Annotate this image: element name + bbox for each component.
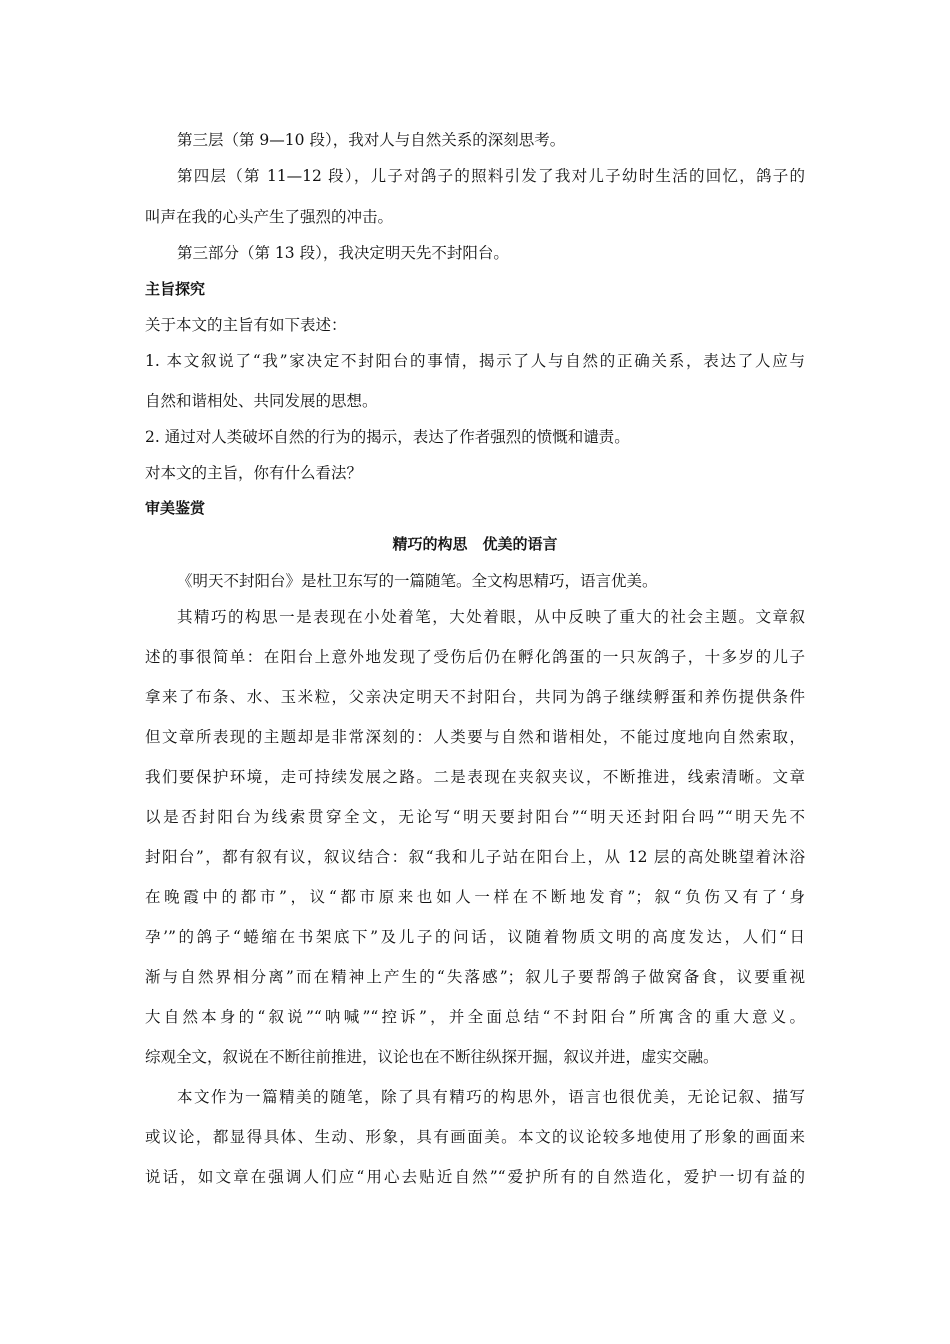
- text-line: 《明天不封阳台》是杜卫东写的一篇随笔。全文构思精巧，语言优美。: [177, 572, 658, 590]
- text-line: 渐与自然界相分离”而在精神上产生的“失落感”；叙儿子要帮鸽子做窝备食，议要重视: [145, 968, 805, 986]
- text-line: 关于本文的主旨有如下表述：: [145, 316, 347, 334]
- text-line: 但文章所表现的主题却是非常深刻的：人类要与自然和谐相处，不能过度地向自然索取，: [145, 728, 805, 746]
- text-line: 我们要保护环境，走可持续发展之路。二是表现在夹叙夹议，不断推进，线索清晰。文章: [145, 768, 805, 786]
- text-line: 对本文的主旨，你有什么看法？: [145, 464, 363, 482]
- text-line: 自然和谐相处、共同发展的思想。: [145, 392, 378, 410]
- text-line: 大自然本身的“叙说”“呐喊”“控诉”，并全面总结“不封阳台”所寓含的重大意义。: [145, 1008, 805, 1026]
- text-line: 其精巧的构思一是表现在小处着笔，大处着眼，从中反映了重大的社会主题。文章叙: [177, 608, 805, 626]
- section-heading-theme: 主旨探究: [145, 280, 206, 298]
- text-line: 或议论，都显得具体、生动、形象，具有画面美。本文的议论较多地使用了形象的画面来: [145, 1128, 805, 1146]
- text-line: 第四层（第 11—12 段），儿子对鸽子的照料引发了我对儿子幼时生活的回忆，鸽子的: [177, 167, 805, 185]
- text-line: 本文作为一篇精美的随笔，除了具有精巧的构思外，语言也很优美，无论记叙、描写: [177, 1088, 805, 1106]
- text-line: 拿来了布条、水、玉米粒，父亲决定明天不封阳台，共同为鸽子继续孵蛋和养伤提供条件: [145, 688, 805, 706]
- text-line: 孕’”的鸽子“蜷缩在书架底下”及儿子的问话，议随着物质文明的高度发达，人们“日: [145, 928, 805, 946]
- text-line: 第三部分（第 13 段），我决定明天先不封阳台。: [177, 244, 509, 262]
- text-line: 以是否封阳台为线索贯穿全文，无论写“明天要封阳台”“明天还封阳台吗”“明天先不: [145, 808, 805, 826]
- text-line: 说话，如文章在强调人们应“用心去贴近自然”“爱护所有的自然造化，爱护一切有益的: [145, 1168, 805, 1186]
- text-line: 叫声在我的心头产生了强烈的冲击。: [145, 208, 394, 226]
- text-line: 在晚霞中的都市”，议“都市原来也如人一样在不断地发育”；叙“负伤又有了‘身: [145, 888, 805, 906]
- text-line: 封阳台”，都有叙有议，叙议结合：叙“我和儿子站在阳台上，从 12 层的高处眺望着沐浴: [145, 848, 805, 866]
- text-line: 述的事很简单：在阳台上意外地发现了受伤后仍在孵化鸽蛋的一只灰鸽子，十多岁的儿子: [145, 648, 805, 666]
- article-title: 精巧的构思 优美的语言: [392, 535, 558, 553]
- text-line: 2. 通过对人类破坏自然的行为的揭示，表达了作者强烈的愤慨和谴责。: [145, 428, 630, 446]
- text-line: 第三层（第 9—10 段），我对人与自然关系的深刻思考。: [177, 131, 566, 149]
- text-line: 综观全文，叙说在不断往前推进，议论也在不断往纵探开掘，叙议并进，虚实交融。: [145, 1048, 719, 1066]
- text-line: 1. 本文叙说了“我”家决定不封阳台的事情，揭示了人与自然的正确关系，表达了人应与: [145, 352, 805, 370]
- section-heading-aesthetic: 审美鉴赏: [145, 499, 206, 517]
